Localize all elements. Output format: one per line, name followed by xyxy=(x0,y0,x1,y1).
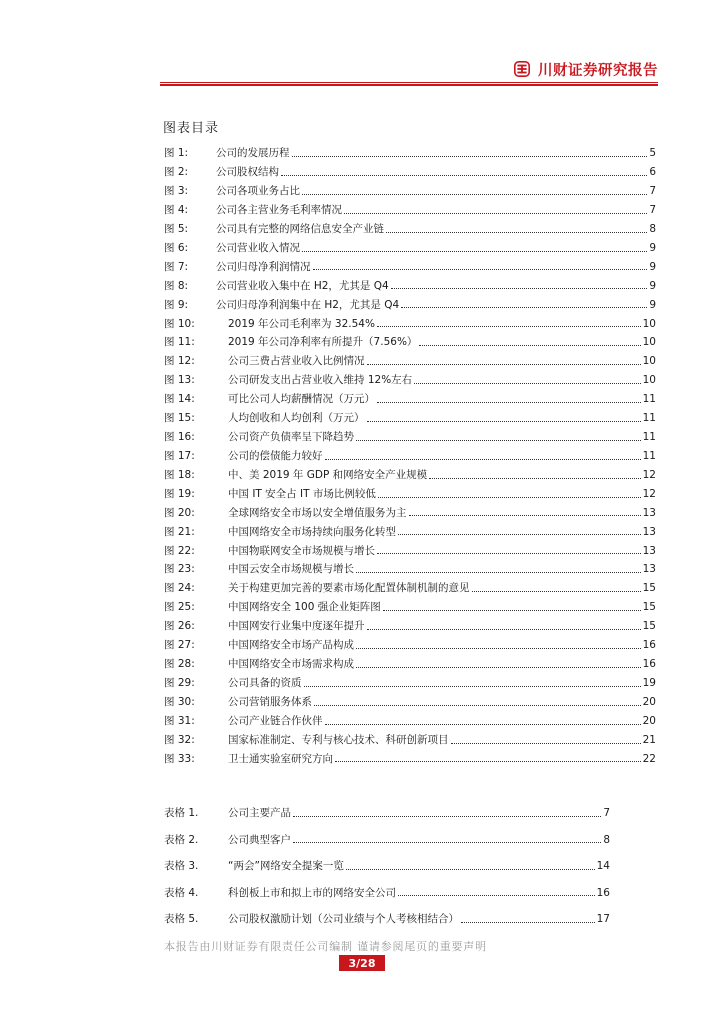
figure-entry-label: 图 32: xyxy=(164,733,195,746)
table-entry-label: 表格 3. xyxy=(164,860,199,872)
figure-entry-page-number[interactable]: 16 xyxy=(642,639,656,652)
dot-leader xyxy=(335,761,641,762)
dot-leader xyxy=(414,383,640,384)
figure-entry-page-number[interactable]: 20 xyxy=(642,714,656,727)
figure-entry-title[interactable]: 中、美 2019 年 GDP 和网络安全产业规模 xyxy=(228,468,428,481)
figure-entry-title[interactable]: 2019 年公司毛利率为 32.54% xyxy=(228,317,375,330)
figure-entry-page-number[interactable]: 12 xyxy=(642,487,656,500)
figure-entry[interactable] xyxy=(164,655,656,674)
figure-entry-page-number[interactable]: 9 xyxy=(649,260,656,273)
figure-entry[interactable] xyxy=(164,409,656,428)
dot-leader xyxy=(356,667,641,668)
figure-entry-title[interactable]: 2019 年公司净利率有所提升（7.56%） xyxy=(228,336,418,349)
figure-entry-page-number[interactable]: 19 xyxy=(642,677,656,690)
figure-entry-label: 图 14: xyxy=(164,393,195,406)
figure-entry-page-number[interactable]: 8 xyxy=(649,222,656,235)
dot-leader xyxy=(356,440,641,441)
table-entry-title[interactable]: “两会”网络安全提案一览 xyxy=(228,860,344,872)
dot-leader xyxy=(356,648,641,649)
table-entry-page-number[interactable]: 17 xyxy=(596,913,610,925)
dot-leader xyxy=(409,515,641,516)
dot-leader xyxy=(419,345,640,346)
figure-entry-label: 图 12: xyxy=(164,355,195,368)
figure-entry[interactable] xyxy=(164,598,656,617)
dot-leader xyxy=(314,705,641,706)
figure-entry-page-number[interactable]: 22 xyxy=(642,752,656,765)
figure-entry-label: 图 2: xyxy=(164,166,189,179)
figure-entry-label: 图 21: xyxy=(164,525,195,538)
figure-entry-label: 图 1: xyxy=(164,147,189,160)
figure-entry-label: 图 20: xyxy=(164,506,195,519)
figure-entry-title[interactable]: 中国云安全市场规模与增长 xyxy=(228,563,354,576)
figure-entry[interactable] xyxy=(164,295,656,314)
figure-entry[interactable] xyxy=(164,220,656,239)
figure-entry[interactable] xyxy=(164,693,656,712)
figure-entry-title[interactable]: 公司营业收入集中在 H2，尤其是 Q4 xyxy=(216,279,389,292)
figure-entry-page-number[interactable]: 15 xyxy=(642,582,656,595)
figure-entry[interactable] xyxy=(164,276,656,295)
dot-leader xyxy=(325,459,641,460)
dot-leader xyxy=(304,686,641,687)
figure-entry-page-number[interactable]: 6 xyxy=(649,166,656,179)
figure-entry-title[interactable]: 公司的发展历程 xyxy=(216,147,290,160)
dot-leader xyxy=(292,156,648,157)
dot-leader xyxy=(401,307,647,308)
figure-entry-label: 图 31: xyxy=(164,714,195,727)
dot-leader xyxy=(367,421,641,422)
table-entry-page-number[interactable]: 14 xyxy=(596,860,610,872)
figure-entry-label: 图 17: xyxy=(164,449,195,462)
figure-entry-page-number[interactable]: 21 xyxy=(642,733,656,746)
figure-entry-title[interactable]: 公司各项业务占比 xyxy=(216,185,300,198)
header-rule xyxy=(160,82,658,83)
figure-entry-page-number[interactable]: 12 xyxy=(642,468,656,481)
brand xyxy=(514,58,658,80)
figure-entry-page-number[interactable]: 5 xyxy=(649,147,656,160)
figure-entry-page-number[interactable]: 9 xyxy=(649,279,656,292)
figure-entry-label: 图 16: xyxy=(164,431,195,444)
figure-entry[interactable] xyxy=(164,522,656,541)
figure-entry-label: 图 29: xyxy=(164,677,195,690)
table-entry[interactable] xyxy=(164,827,610,854)
figure-entry[interactable] xyxy=(164,371,656,390)
figure-entry-label: 图 4: xyxy=(164,203,189,216)
figure-entry-page-number[interactable]: 20 xyxy=(642,695,656,708)
figure-entry-label: 图 24: xyxy=(164,582,195,595)
figure-entry-label: 图 28: xyxy=(164,658,195,671)
dot-leader xyxy=(451,743,641,744)
dot-leader xyxy=(386,232,647,233)
figure-entry-label: 图 23: xyxy=(164,563,195,576)
table-entry-label: 表格 2. xyxy=(164,833,199,846)
figure-entry[interactable] xyxy=(164,617,656,636)
figure-entry-label: 图 30: xyxy=(164,695,195,708)
figure-entry-title[interactable]: 中国网络安全 100 强企业矩阵图 xyxy=(228,601,381,614)
table-entry-title[interactable]: 公司主要产品 xyxy=(228,807,291,819)
figure-entry-label: 图 22: xyxy=(164,544,195,557)
page-header xyxy=(160,56,658,84)
dot-leader xyxy=(377,402,641,403)
figure-entry-title[interactable]: 中国 IT 安全占 IT 市场比例较低 xyxy=(228,487,376,500)
dot-leader xyxy=(356,572,641,573)
dot-leader xyxy=(313,269,648,270)
table-entry-page-number[interactable]: 16 xyxy=(596,886,610,899)
figure-entry-page-number[interactable]: 13 xyxy=(642,544,656,557)
figure-entry-title[interactable]: 可比公司人均薪酬情况（万元） xyxy=(228,393,375,406)
dot-leader xyxy=(302,194,647,195)
figure-entry[interactable] xyxy=(164,239,656,258)
figure-entry-label: 图 25: xyxy=(164,601,195,614)
figure-entry-title[interactable]: 公司产业链合作伙伴 xyxy=(228,714,323,727)
table-entry[interactable] xyxy=(164,853,610,880)
figure-entry-title[interactable]: 公司股权结构 xyxy=(216,166,279,179)
figure-entry-label: 图 6: xyxy=(164,241,189,254)
figure-entry-title[interactable]: 公司归母净利润集中在 H2，尤其是 Q4 xyxy=(216,298,400,311)
figure-entry-label: 图 27: xyxy=(164,639,195,652)
dot-leader xyxy=(429,478,640,479)
header-rule-thick xyxy=(160,84,658,86)
figure-entry-page-number[interactable]: 9 xyxy=(649,298,656,311)
table-entry-page-number[interactable]: 7 xyxy=(603,807,610,819)
figure-entry-page-number[interactable]: 13 xyxy=(642,525,656,538)
figure-entry-label: 图 13: xyxy=(164,374,195,387)
dot-leader xyxy=(378,497,641,498)
figure-entry[interactable] xyxy=(164,712,656,731)
figure-entry[interactable] xyxy=(164,182,656,201)
figure-entry-page-number[interactable]: 13 xyxy=(642,506,656,519)
figure-entry[interactable] xyxy=(164,750,656,769)
figure-entry-title[interactable]: 中国物联网安全市场规模与增长 xyxy=(228,544,375,557)
figure-entry-page-number[interactable]: 11 xyxy=(642,393,656,406)
table-list xyxy=(164,800,610,933)
figure-entry-title[interactable]: 国家标准制定、专利与核心技术、科研创新项目 xyxy=(228,733,449,746)
dot-leader xyxy=(325,724,641,725)
figure-entry-title[interactable]: 卫士通实验室研究方向 xyxy=(228,752,333,765)
figure-entry[interactable] xyxy=(164,258,656,277)
table-entry[interactable] xyxy=(164,800,610,827)
figure-entry-page-number[interactable]: 10 xyxy=(642,317,656,330)
figure-entry[interactable] xyxy=(164,447,656,466)
dot-leader xyxy=(293,842,601,843)
dot-leader xyxy=(377,553,641,554)
figure-entry-title[interactable]: 公司具有完整的网络信息安全产业链 xyxy=(216,222,384,235)
figure-entry-label: 图 5: xyxy=(164,222,189,235)
figure-entry-title[interactable]: 中国网络安全市场持续向服务化转型 xyxy=(228,525,396,538)
figure-entry-page-number[interactable]: 15 xyxy=(642,601,656,614)
figure-entry-title[interactable]: 中国网安行业集中度逐年提升 xyxy=(228,620,365,633)
figure-entry-page-number[interactable]: 7 xyxy=(649,203,656,216)
figure-entry[interactable] xyxy=(164,731,656,750)
table-entry-label: 表格 4. xyxy=(164,886,199,899)
figure-entry-title[interactable]: 人均创收和人均创利（万元） xyxy=(228,412,365,425)
figure-entry-page-number[interactable]: 11 xyxy=(642,412,656,425)
table-entry-label: 表格 1. xyxy=(164,807,199,819)
figure-entry[interactable] xyxy=(164,485,656,504)
dot-leader xyxy=(383,610,641,611)
page-number-badge: 3/28 xyxy=(339,955,385,971)
dot-leader xyxy=(391,288,648,289)
figure-entry-title[interactable]: 中国网络安全市场需求构成 xyxy=(228,658,354,671)
chuancai-logo-icon xyxy=(514,61,530,77)
figure-entry-title[interactable]: 中国网络安全市场产品构成 xyxy=(228,639,354,652)
figure-entry-page-number[interactable]: 16 xyxy=(642,658,656,671)
table-entry-title[interactable]: 科创板上市和拟上市的网络安全公司 xyxy=(228,886,396,899)
figure-entry-title[interactable]: 公司各主营业务毛利率情况 xyxy=(216,203,342,216)
figure-entry[interactable] xyxy=(164,390,656,409)
figure-entry-title[interactable]: 公司资产负债率呈下降趋势 xyxy=(228,431,354,444)
figure-entry[interactable] xyxy=(164,333,656,352)
table-entry[interactable] xyxy=(164,880,610,907)
figure-entry-page-number[interactable]: 15 xyxy=(642,620,656,633)
dot-leader xyxy=(293,816,601,817)
figure-entry-page-number[interactable]: 11 xyxy=(642,431,656,444)
figure-entry-page-number[interactable]: 13 xyxy=(642,563,656,576)
figure-entry[interactable] xyxy=(164,674,656,693)
table-entry[interactable] xyxy=(164,906,610,933)
footer-disclaimer: 本报告由川财证券有限责任公司编制 谨请参阅尾页的重要声明 xyxy=(164,940,487,953)
figure-entry-title[interactable]: 公司三费占营业收入比例情况 xyxy=(228,355,365,368)
figure-entry-page-number[interactable]: 11 xyxy=(642,449,656,462)
figure-entry-title[interactable]: 公司具备的资质 xyxy=(228,677,302,690)
figure-entry[interactable] xyxy=(164,163,656,182)
figure-entry-page-number[interactable]: 9 xyxy=(649,241,656,254)
dot-leader xyxy=(367,629,641,630)
figure-entry-page-number[interactable]: 10 xyxy=(642,374,656,387)
figure-entry[interactable] xyxy=(164,201,656,220)
figure-entry-title[interactable]: 公司营业收入情况 xyxy=(216,241,300,254)
figure-entry-label: 图 11: xyxy=(164,336,195,349)
table-entry-title[interactable]: 公司典型客户 xyxy=(228,833,291,846)
figure-entry[interactable] xyxy=(164,504,656,523)
figure-entry[interactable] xyxy=(164,428,656,447)
dot-leader xyxy=(302,251,647,252)
figure-entry-label: 图 15: xyxy=(164,412,195,425)
dot-leader xyxy=(398,534,641,535)
figure-entry-page-number[interactable]: 10 xyxy=(642,355,656,368)
figure-entry-label: 图 7: xyxy=(164,260,189,273)
figure-entry[interactable] xyxy=(164,144,656,163)
dot-leader xyxy=(398,895,595,896)
dot-leader xyxy=(472,591,641,592)
figure-entry-label: 图 10: xyxy=(164,317,195,330)
figure-entry-title[interactable]: 关于构建更加完善的要素市场化配置体制机制的意见 xyxy=(228,582,470,595)
table-entry-page-number[interactable]: 8 xyxy=(603,833,610,846)
figure-entry-title[interactable]: 公司的偿债能力较好 xyxy=(228,449,323,462)
dot-leader xyxy=(461,922,595,923)
figure-entry-label: 图 18: xyxy=(164,468,195,481)
figure-entry-title[interactable]: 公司营销服务体系 xyxy=(228,695,312,708)
figure-entry-page-number[interactable]: 7 xyxy=(649,185,656,198)
dot-leader xyxy=(346,869,595,870)
dot-leader xyxy=(344,213,647,214)
figure-entry[interactable] xyxy=(164,314,656,333)
table-entry-label: 表格 5. xyxy=(164,913,199,925)
figure-entry-label: 图 3: xyxy=(164,185,189,198)
figure-entry-title[interactable]: 全球网络安全市场以安全增值服务为主 xyxy=(228,506,407,519)
figure-entry[interactable] xyxy=(164,352,656,371)
figure-entry-label: 图 33: xyxy=(164,752,195,765)
figure-entry[interactable] xyxy=(164,541,656,560)
dot-leader xyxy=(281,175,647,176)
figure-entry-title[interactable]: 公司归母净利润情况 xyxy=(216,260,311,273)
figure-entry-title[interactable]: 公司研发支出占营业收入维持 12%左右 xyxy=(228,374,413,387)
table-entry-title[interactable]: 公司股权激励计划（公司业绩与个人考核相结合） xyxy=(228,913,459,925)
figure-list xyxy=(164,144,656,768)
dot-leader xyxy=(367,364,641,365)
figure-entry-label: 图 8: xyxy=(164,279,189,292)
brand-name: 川财证券研究报告 xyxy=(538,62,658,79)
figure-entry[interactable] xyxy=(164,560,656,579)
figure-entry[interactable] xyxy=(164,579,656,598)
figure-entry-label: 图 19: xyxy=(164,487,195,500)
dot-leader xyxy=(377,326,641,327)
figure-entry-label: 图 9: xyxy=(164,298,189,311)
figure-entry-label: 图 26: xyxy=(164,620,195,633)
figure-entry-page-number[interactable]: 10 xyxy=(642,336,656,349)
figure-entry[interactable] xyxy=(164,636,656,655)
toc-heading: 图表目录 xyxy=(163,121,220,136)
figure-entry[interactable] xyxy=(164,466,656,485)
